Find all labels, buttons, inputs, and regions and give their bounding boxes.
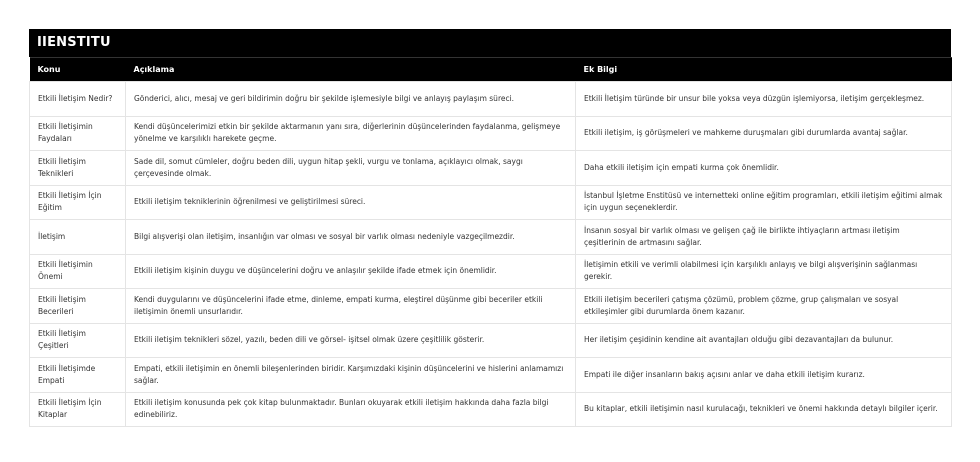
table-row xyxy=(30,254,952,289)
cell-aciklama: Bilgi alışverişi olan iletişim, insanlığın var olması ve sosyal bir varlık olması nedeniyle vazgeçilmezdir. xyxy=(126,220,576,255)
table-row xyxy=(30,151,952,186)
cell-konu: Etkili İletişimde Empati xyxy=(30,358,126,393)
cell-aciklama: Gönderici, alıcı, mesaj ve geri bildirimin doğru bir şekilde işlemesiyle bilgi ve anlayış paylaşım süreci. xyxy=(126,82,576,117)
table-row xyxy=(30,116,952,151)
table-row xyxy=(30,358,952,393)
cell-konu: Etkili İletişim Nedir? xyxy=(30,82,126,117)
cell-aciklama: Etkili iletişim tekniklerinin öğrenilmesi ve geliştirilmesi süreci. xyxy=(126,185,576,220)
table-row xyxy=(30,220,952,255)
column-header-konu: Konu xyxy=(30,58,126,82)
cell-konu: Etkili İletişimin Önemi xyxy=(30,254,126,289)
table-header xyxy=(30,58,952,82)
cell-konu: Etkili İletişim Becerileri xyxy=(30,289,126,324)
cell-ek-bilgi: Etkili iletişim becerileri çatışma çözümü, problem çözme, grup çalışmaları ve sosyal etkileşimler gibi durumlarda önem kazanır. xyxy=(576,289,952,324)
cell-ek-bilgi: İstanbul İşletme Enstitüsü ve internetteki online eğitim programları, etkili iletişim eğitimi almak için uygun seçeneklerdir. xyxy=(576,185,952,220)
cell-aciklama: Etkili iletişim kişinin duygu ve düşüncelerini doğru ve anlaşılır şekilde ifade etmek için önemlidir. xyxy=(126,254,576,289)
cell-aciklama: Empati, etkili iletişimin en önemli bileşenlerinden biridir. Karşımızdaki kişinin düşüncelerini ve hislerini anlamamızı sağlar. xyxy=(126,358,576,393)
data-table xyxy=(29,57,952,427)
table-row xyxy=(30,323,952,358)
table-row xyxy=(30,82,952,117)
cell-konu: İletişim xyxy=(30,220,126,255)
cell-aciklama: Etkili iletişim teknikleri sözel, yazılı, beden dili ve görsel- işitsel olmak üzere çeşitlilik gösterir. xyxy=(126,323,576,358)
cell-ek-bilgi: Empati ile diğer insanların bakış açısını anlar ve daha etkili iletişim kurarız. xyxy=(576,358,952,393)
cell-ek-bilgi: İnsanın sosyal bir varlık olması ve gelişen çağ ile birlikte ihtiyaçların artması iletişim çeşitlerinin de artmasını sağlar. xyxy=(576,220,952,255)
cell-aciklama: Kendi duygularını ve düşüncelerini ifade etme, dinleme, empati kurma, eleştirel düşünme gibi beceriler etkili iletişimin önemli unsurlarıdır. xyxy=(126,289,576,324)
cell-konu: Etkili İletişim İçin Eğitim xyxy=(30,185,126,220)
table-row xyxy=(30,392,952,427)
cell-ek-bilgi: Her iletişim çeşidinin kendine ait avantajları olduğu gibi dezavantajları da bulunur. xyxy=(576,323,952,358)
cell-ek-bilgi: Bu kitaplar, etkili iletişimin nasıl kurulacağı, teknikleri ve önemi hakkında detaylı bilgiler içerir. xyxy=(576,392,952,427)
cell-ek-bilgi: İletişimin etkili ve verimli olabilmesi için karşılıklı anlayış ve bilgi alışverişinin sağlanması gerekir. xyxy=(576,254,952,289)
brand-title: IIENSTITU xyxy=(29,29,951,57)
cell-aciklama: Etkili iletişim konusunda pek çok kitap bulunmaktadır. Bunları okuyarak etkili iletişim hakkında daha fazla bilgi edinebiliriz. xyxy=(126,392,576,427)
column-header-ek-bilgi: Ek Bilgi xyxy=(576,58,952,82)
cell-konu: Etkili İletişimin Faydaları xyxy=(30,116,126,151)
cell-ek-bilgi: Etkili İletişim türünde bir unsur bile yoksa veya düzgün işlemiyorsa, iletişim gerçekleşmez. xyxy=(576,82,952,117)
column-header-aciklama: Açıklama xyxy=(126,58,576,82)
cell-aciklama: Kendi düşüncelerimizi etkin bir şekilde aktarmanın yanı sıra, diğerlerinin düşüncelerinden faydalanma, gelişmeye yönelme ve karşılıklı harekete geçme. xyxy=(126,116,576,151)
cell-konu: Etkili İletişim İçin Kitaplar xyxy=(30,392,126,427)
header-row xyxy=(30,58,952,82)
table-row xyxy=(30,185,952,220)
content-table-container xyxy=(29,29,951,427)
cell-konu: Etkili İletişim Çeşitleri xyxy=(30,323,126,358)
cell-ek-bilgi: Etkili iletişim, iş görüşmeleri ve mahkeme duruşmaları gibi durumlarda avantaj sağlar. xyxy=(576,116,952,151)
cell-konu: Etkili İletişim Teknikleri xyxy=(30,151,126,186)
table-body xyxy=(30,82,952,427)
cell-ek-bilgi: Daha etkili iletişim için empati kurma çok önemlidir. xyxy=(576,151,952,186)
cell-aciklama: Sade dil, somut cümleler, doğru beden dili, uygun hitap şekli, vurgu ve tonlama, açıklayıcı olmak, saygı çerçevesinde olmak. xyxy=(126,151,576,186)
table-row xyxy=(30,289,952,324)
